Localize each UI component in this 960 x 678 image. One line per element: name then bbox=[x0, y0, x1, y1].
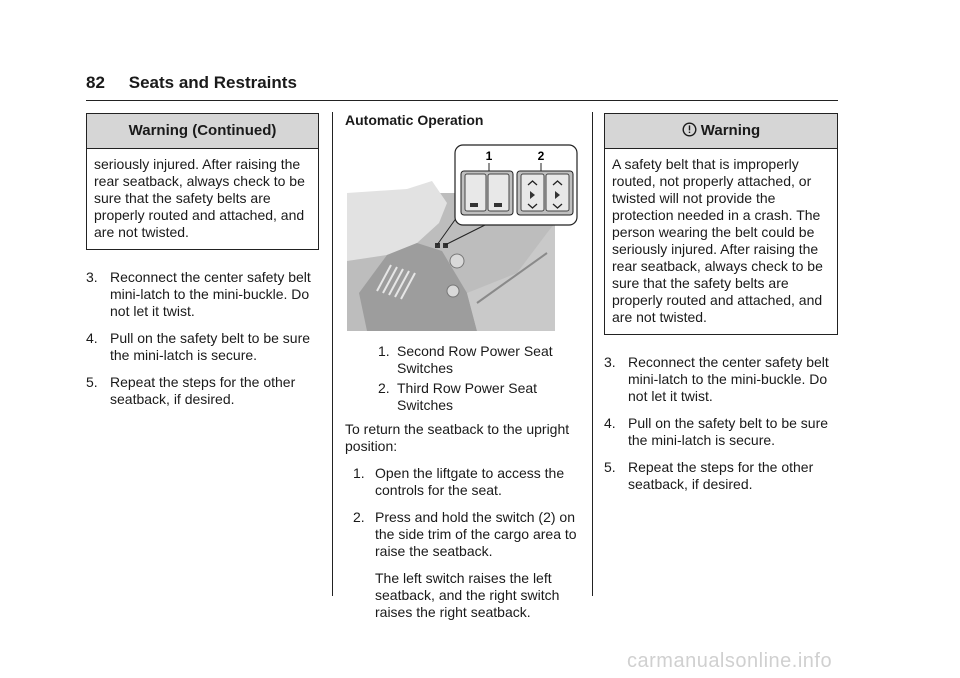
callout-1-label: 1 bbox=[485, 149, 493, 163]
callout-number: 2. bbox=[378, 380, 390, 396]
step-text: Repeat the steps for the other seatback, if desired. bbox=[628, 459, 814, 492]
section-heading: Automatic Operation bbox=[345, 112, 484, 128]
callout-text: Third Row Power Seat Switches bbox=[397, 380, 538, 413]
middle-column-text bbox=[345, 343, 581, 631]
step-number: 3. bbox=[86, 269, 98, 285]
steps-list bbox=[86, 269, 319, 408]
watermark: carmanualsonline.info bbox=[627, 650, 833, 672]
page-number: 82 bbox=[86, 73, 105, 92]
step-number: 3. bbox=[604, 354, 616, 370]
steps-list bbox=[345, 465, 581, 621]
step-text: Repeat the steps for the other seatback, if desired. bbox=[110, 374, 296, 407]
step-number: 4. bbox=[604, 415, 616, 431]
step-text: Open the liftgate to access the controls for the seat. bbox=[375, 465, 565, 498]
step-note: The left switch raises the left seatback, and the right switch raises the right seatback. bbox=[375, 570, 560, 620]
left-column bbox=[86, 113, 319, 418]
list-item bbox=[604, 354, 838, 405]
third-row-switch-left bbox=[521, 174, 544, 211]
warning-text: A safety belt that is improperly routed, not properly attached, or twisted will not provide the protection needed in a crash. The person wearing the belt could be seriously injured. After raising the rear seatback, always check to be sure that the safety belts are properly routed and attached, and are not twisted. bbox=[612, 156, 823, 325]
column-divider-left bbox=[332, 112, 333, 596]
warning-box-continued bbox=[86, 113, 319, 250]
step-text: Reconnect the center safety belt mini-latch to the mini-buckle. Do not let it twist. bbox=[628, 354, 829, 404]
third-row-switch-right bbox=[546, 174, 569, 211]
warning-box bbox=[604, 113, 838, 335]
power-seat-switches-illustration bbox=[347, 143, 579, 331]
column-divider-right bbox=[592, 112, 593, 596]
round-switch bbox=[450, 254, 464, 268]
callout-2-label: 2 bbox=[537, 149, 545, 163]
list-item bbox=[86, 269, 319, 320]
step-number: 2. bbox=[353, 509, 365, 525]
list-item bbox=[604, 459, 838, 493]
step-number: 5. bbox=[604, 459, 616, 475]
list-item bbox=[345, 465, 581, 499]
warning-icon bbox=[682, 116, 697, 150]
step-number: 5. bbox=[86, 374, 98, 390]
list-item bbox=[345, 343, 581, 377]
page-header bbox=[86, 70, 838, 101]
right-column bbox=[604, 113, 838, 503]
intro-text: To return the seatback to the upright position: bbox=[345, 421, 570, 454]
warning-title: Warning bbox=[700, 122, 761, 139]
steps-list bbox=[604, 354, 838, 493]
step-number: 4. bbox=[86, 330, 98, 346]
step-text: Pull on the safety belt to be sure the mini-latch is secure. bbox=[110, 330, 311, 363]
middle-column bbox=[345, 112, 581, 129]
warning-title-row bbox=[605, 114, 837, 149]
step-text: Press and hold the switch (2) on the side trim of the cargo area to raise the seatback. bbox=[375, 509, 577, 559]
list-item bbox=[345, 380, 581, 414]
list-item bbox=[345, 509, 581, 621]
callout-list bbox=[345, 343, 581, 414]
warning-text: seriously injured. After raising the rear seatback, always check to be sure that the safety belts are properly routed and attached, and are not twisted. bbox=[94, 156, 305, 240]
callout-number: 1. bbox=[378, 343, 390, 359]
list-item bbox=[86, 374, 319, 408]
step-text: Reconnect the center safety belt mini-latch to the mini-buckle. Do not let it twist. bbox=[110, 269, 311, 319]
warning-title: Warning (Continued) bbox=[87, 114, 318, 149]
step-text: Pull on the safety belt to be sure the mini-latch is secure. bbox=[628, 415, 829, 448]
list-item bbox=[604, 415, 838, 449]
round-switch bbox=[447, 285, 459, 297]
section-title: Seats and Restraints bbox=[128, 73, 297, 92]
callout-text: Second Row Power Seat Switches bbox=[397, 343, 553, 376]
list-item bbox=[86, 330, 319, 364]
step-number: 1. bbox=[353, 465, 365, 481]
